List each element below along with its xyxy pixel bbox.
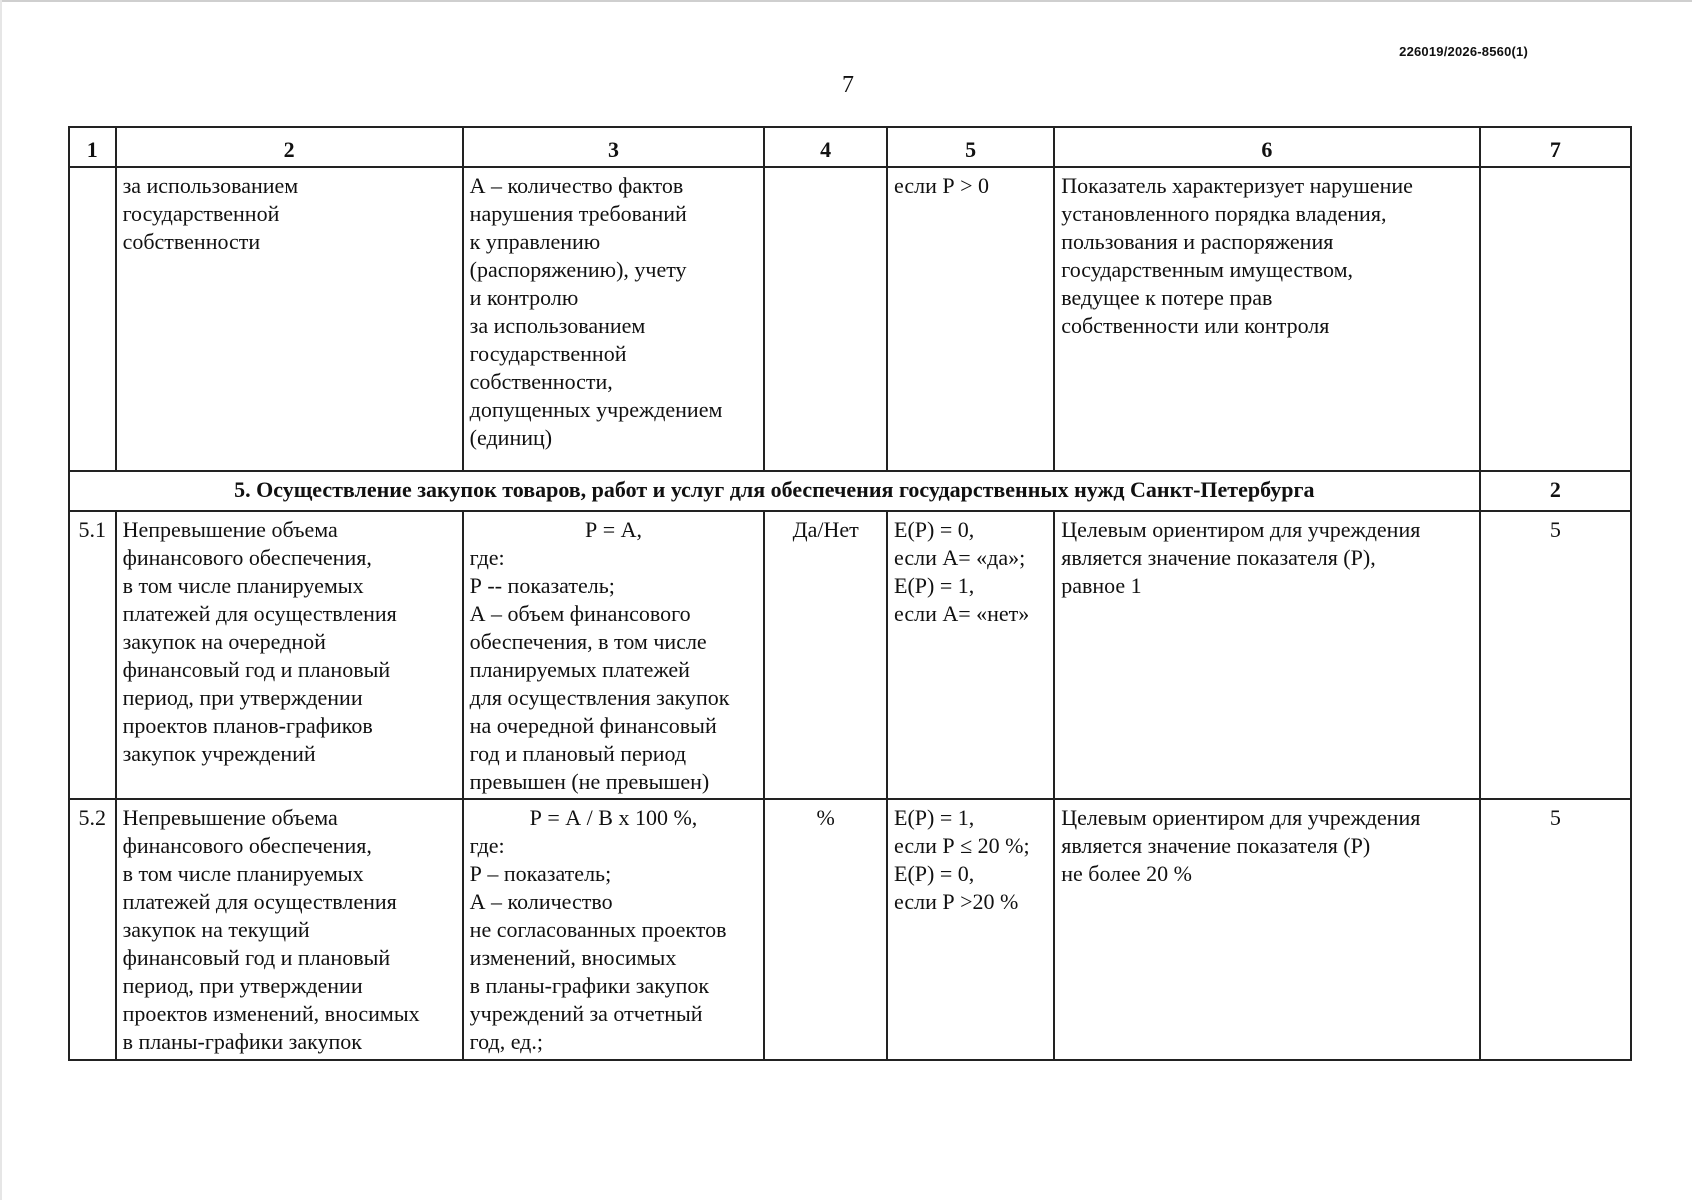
column-header-7: 7 — [1480, 127, 1631, 167]
scan-top-edge — [0, 0, 1692, 2]
indicator-formula: А – количество фактов нарушения требований к управлению (распоряжению), учету и контролю за использованием государственной собственности, допущенных учреждением (единиц) — [463, 167, 765, 471]
indicator-unit — [764, 167, 887, 471]
section-heading-row — [69, 471, 1631, 511]
column-header-4: 4 — [764, 127, 887, 167]
indicator-formula-cell — [463, 511, 765, 799]
column-header-1: 1 — [69, 127, 116, 167]
indicator-name: Непревышение объема финансового обеспечения, в том числе планируемых платежей для осуществления закупок на очередной финансовый год и плановый период, при утверждении проектов планов-графиков закупок учреждений — [116, 511, 463, 799]
indicator-weight: 5 — [1480, 511, 1631, 799]
indicator-weight: 5 — [1480, 799, 1631, 1060]
row-number: 5.1 — [69, 511, 116, 799]
section-weight: 2 — [1480, 471, 1631, 511]
row-number: 5.2 — [69, 799, 116, 1060]
indicator-description: Показатель характеризует нарушение установленного порядка владения, пользования и распоряжения государственным имуществом, ведущее к потере прав собственности или контроля — [1054, 167, 1479, 471]
formula-head: Р = А / В х 100 %, — [529, 805, 698, 830]
column-header-2: 2 — [116, 127, 463, 167]
column-header-3: 3 — [463, 127, 765, 167]
indicator-description: Целевым ориентиром для учреждения является значение показателя (Р), равное 1 — [1054, 511, 1479, 799]
indicator-weight — [1480, 167, 1631, 471]
indicator-name: за использованием государственной собственности — [116, 167, 463, 471]
indicator-value: Е(Р) = 1, если Р ≤ 20 %; Е(Р) = 0, если Р >20 % — [887, 799, 1054, 1060]
formula-body: где: Р – показатель; А – количество не согласованных проектов изменений, вносимых в планы-графики закупок учреждений за отчетный год, ед.; — [469, 833, 727, 1054]
document-number: 226019/2026-8560(1) — [1399, 44, 1528, 59]
section-title: 5. Осуществление закупок товаров, работ и услуг для обеспечения государственных нужд Санкт-Петербурга — [69, 471, 1480, 511]
table-row-5-1 — [69, 511, 1631, 799]
column-header-5: 5 — [887, 127, 1054, 167]
formula-head: Р = А, — [584, 517, 642, 542]
indicator-name: Непревышение объема финансового обеспечения, в том числе планируемых платежей для осуществления закупок на текущий финансовый год и плановый период, при утверждении проектов изменений, вносимых в планы-графики закупок — [116, 799, 463, 1060]
scan-left-edge — [0, 0, 2, 1200]
page-number: 7 — [842, 72, 854, 98]
formula-body: где: Р -- показатель; А – объем финансового обеспечения, в том числе планируемых платежей для осуществления закупок на очередной финансовый год и плановый период превышен (не превышен) — [469, 545, 730, 794]
indicator-value: если Р > 0 — [887, 167, 1054, 471]
indicator-description: Целевым ориентиром для учреждения является значение показателя (Р) не более 20 % — [1054, 799, 1479, 1060]
row-number — [69, 167, 116, 471]
table-row-continued — [69, 167, 1631, 471]
indicator-formula-cell — [463, 799, 765, 1060]
column-number-header-row — [69, 127, 1631, 167]
indicator-table — [68, 126, 1632, 1061]
column-header-6: 6 — [1054, 127, 1479, 167]
indicator-unit: Да/Нет — [764, 511, 887, 799]
table-row-5-2 — [69, 799, 1631, 1060]
indicator-unit: % — [764, 799, 887, 1060]
indicator-value: Е(Р) = 0, если А= «да»; Е(Р) = 1, если А= «нет» — [887, 511, 1054, 799]
